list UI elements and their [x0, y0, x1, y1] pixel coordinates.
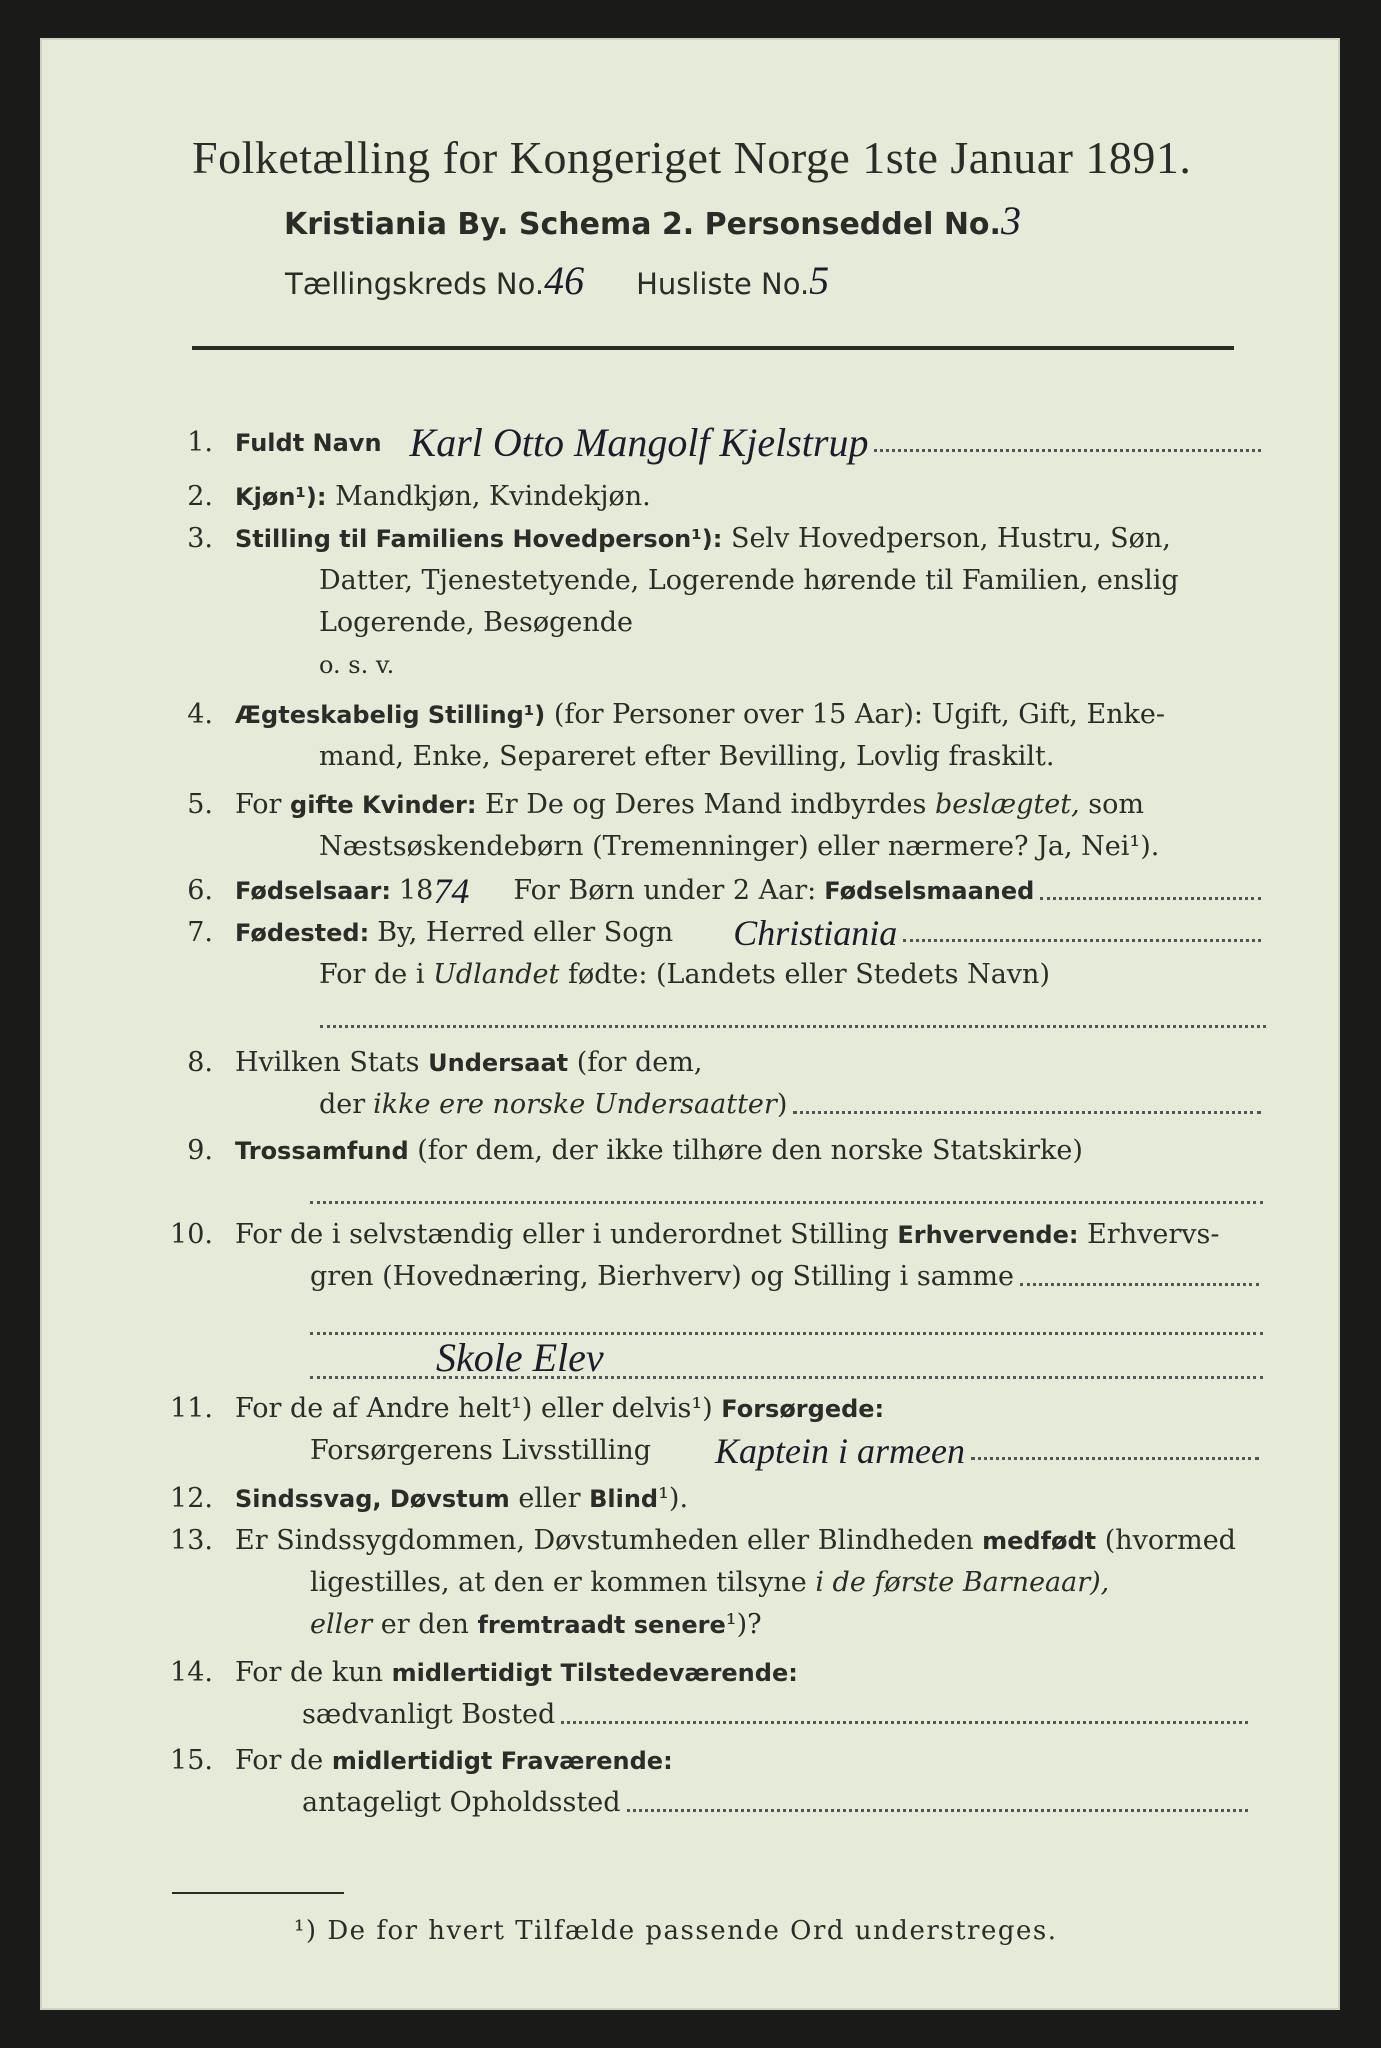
q14-number: 14.	[170, 1657, 213, 1688]
footnote-rule	[172, 1892, 344, 1894]
q5-number: 5.	[187, 789, 213, 820]
q8-number: 8.	[187, 1047, 213, 1078]
q11-text1b: helt¹) eller delvis¹)	[458, 1393, 713, 1424]
q11-label: Forsørgede:	[721, 1395, 885, 1423]
q15-label: midlertidigt Fraværende:	[331, 1747, 673, 1775]
q6-number: 6.	[187, 875, 213, 906]
q11-dots	[971, 1456, 1259, 1460]
q6-dots	[1040, 896, 1261, 900]
q2-number: 2.	[187, 481, 213, 512]
q4-line2: mand, Enke, Separeret efter Bevilling, Lovlig fraskilt.	[319, 741, 1055, 772]
q11-text1a: For de af Andre	[235, 1393, 450, 1424]
schema-label: Kristiania By. Schema 2. Personseddel No.	[284, 207, 1001, 242]
q12-number: 12.	[170, 1483, 213, 1514]
q10-text1: For de i selvstændig eller i underordnet Stilling	[235, 1219, 889, 1250]
q11-number: 11.	[170, 1393, 213, 1424]
q13-text1b: (hvormed	[1104, 1525, 1236, 1556]
q7-text2b: Udlandet	[433, 959, 560, 990]
q7-text2c: fødte: (Landets eller Stedets Navn)	[567, 959, 1050, 990]
q12-row	[155, 1482, 688, 1516]
q1-dots	[874, 448, 1261, 452]
q7-value: Christiania	[733, 913, 898, 953]
q3-line4: o. s. v.	[319, 651, 395, 679]
kreds-number: 46	[544, 258, 585, 303]
q10-number: 10.	[170, 1219, 213, 1250]
q10-value: Skole Elev	[436, 1335, 604, 1380]
q15-text2: antageligt Opholdssted	[302, 1787, 621, 1818]
q10-text1b: Erhvervs-	[1087, 1219, 1220, 1250]
form-title: Folketælling for Kongeriget Norge 1ste Januar 1891.	[192, 132, 1192, 183]
q13-line3	[310, 1608, 762, 1642]
q2-row	[155, 480, 651, 514]
q9-row	[155, 1134, 1083, 1168]
q7-number: 7.	[187, 917, 213, 948]
q3-label: Stilling til Familiens Hovedperson¹):	[235, 525, 723, 553]
q9-number: 9.	[187, 1135, 213, 1166]
q5-text1b: beslægtet,	[934, 789, 1080, 820]
q13-number: 13.	[170, 1525, 213, 1556]
q13-text2a: ligestilles, at den er kommen tilsyne	[310, 1567, 807, 1598]
q13-text3a: eller	[310, 1609, 373, 1640]
q14-dots	[561, 1720, 1248, 1724]
q7-row	[155, 913, 1265, 953]
q1-value: Karl Otto Mangolf Kjelstrup	[409, 420, 869, 465]
q8-text1b: (for dem,	[576, 1047, 703, 1078]
q6-text: For Børn under 2 Aar:	[513, 875, 817, 906]
q2-text: Mandkjøn, Kvindekjøn.	[335, 481, 651, 512]
q3-text1: Selv Hovedperson, Hustru, Søn,	[730, 523, 1171, 554]
q8-text1a: Hvilken Stats	[235, 1047, 420, 1078]
q14-text1a: For de kun	[235, 1657, 383, 1688]
footnote: ¹) De for hvert Tilfælde passende Ord understreges.	[294, 1916, 1058, 1946]
q8-dots	[793, 1110, 1261, 1114]
husliste-label: Husliste No.	[636, 267, 810, 301]
q8-label: Undersaat	[428, 1049, 569, 1077]
q3-row	[155, 522, 1171, 556]
header-rule	[192, 346, 1234, 350]
q13-text1a: Er Sindssygdommen, Døvstumheden eller Blindheden	[235, 1525, 974, 1556]
schema-line	[284, 198, 1021, 243]
q12-text2: ¹).	[658, 1483, 689, 1514]
q10-blank-line-2	[310, 1376, 1263, 1379]
q9-blank-line	[310, 1201, 1263, 1204]
q14-text2: sædvanligt Bosted	[302, 1699, 556, 1730]
q6-label: Fødselsaar:	[235, 877, 391, 905]
q9-label: Trossamfund	[235, 1137, 409, 1165]
q5-line2: Næstsøskendebørn (Tremenninger) eller nærmere? Ja, Nei¹).	[319, 831, 1160, 862]
q3-line2: Datter, Tjenestetyende, Logerende hørende til Familien, enslig	[319, 565, 1179, 596]
q11-row	[155, 1392, 884, 1426]
q1-label: Fuldt Navn	[235, 429, 382, 457]
husliste-number: 5	[809, 258, 830, 303]
q14-line2	[302, 1698, 1252, 1732]
q12-label: Sindssvag, Døvstum	[235, 1485, 510, 1513]
q7-blank-line	[320, 1025, 1266, 1028]
q5-text1c: som	[1088, 789, 1144, 820]
q7-line2	[319, 958, 1050, 992]
q6-row	[155, 871, 1265, 911]
q8-text2b: ikke ere norske Undersaatter	[373, 1089, 777, 1120]
q8-line2	[319, 1088, 1265, 1122]
q13-label: medfødt	[982, 1527, 1097, 1555]
q13-text3c: ¹)?	[725, 1609, 762, 1640]
q5-row	[155, 788, 1144, 822]
q4-row	[155, 698, 1165, 732]
q11-text2: Forsørgerens Livsstilling	[310, 1435, 652, 1466]
q8-text2a: der	[319, 1089, 366, 1120]
q7-text2a: For de i	[319, 959, 425, 990]
q13-row	[155, 1524, 1236, 1558]
q4-text1: (for Personer over 15 Aar): Ugift, Gift, Enke-	[553, 699, 1166, 730]
q12-label2: Blind	[589, 1485, 659, 1513]
q14-label: midlertidigt Tilstedeværende:	[391, 1659, 798, 1687]
q13-text2b: i de første Barneaar),	[815, 1567, 1110, 1598]
q7-text: By, Herred eller Sogn	[377, 917, 674, 948]
q13-text3b: er den	[380, 1609, 469, 1640]
q15-dots	[627, 1808, 1249, 1812]
q8-row	[155, 1046, 702, 1080]
q3-number: 3.	[187, 523, 213, 554]
kreds-line	[285, 258, 830, 303]
q1-row	[155, 420, 1265, 465]
q14-row	[155, 1656, 798, 1690]
q6-value: 74	[433, 871, 470, 911]
kreds-label: Tællingskreds No.	[285, 267, 545, 301]
q4-label: Ægteskabelig Stilling¹)	[235, 701, 546, 729]
q10-label: Erhvervende:	[897, 1221, 1079, 1249]
q5-label1: For	[235, 789, 282, 820]
q11-value: Kaptein i armeen	[715, 1431, 965, 1471]
q13-line2	[310, 1566, 1109, 1600]
q12-text: eller	[518, 1483, 581, 1514]
q7-dots	[903, 938, 1261, 942]
q13-label3: fremtraadt senere	[477, 1611, 726, 1639]
q5-text1: Er De og Deres Mand indbyrdes	[485, 789, 927, 820]
personseddel-number: 3	[1000, 198, 1021, 243]
q7-label: Fødested:	[235, 919, 370, 947]
q15-row	[155, 1744, 673, 1778]
q10-line2	[310, 1260, 1263, 1294]
q5-label2: gifte Kvinder:	[290, 791, 477, 819]
q6-prefix: 18	[399, 875, 434, 906]
q11-line2	[310, 1431, 1263, 1471]
q4-number: 4.	[187, 699, 213, 730]
q1-number: 1.	[187, 427, 213, 458]
q6-label2: Fødselsmaaned	[824, 877, 1035, 905]
q15-text1a: For de	[235, 1745, 324, 1776]
q9-text: (for dem, der ikke tilhøre den norske Statskirke)	[417, 1135, 1083, 1166]
q10-text2: gren (Hovednæring, Bierhverv) og Stilling i samme	[310, 1261, 1015, 1292]
q15-number: 15.	[170, 1745, 213, 1776]
q10-dots	[1020, 1282, 1259, 1286]
q3-line3: Logerende, Besøgende	[319, 607, 633, 638]
q8-text2c: )	[776, 1089, 788, 1120]
q2-label: Kjøn¹):	[235, 483, 327, 511]
q15-line2	[302, 1786, 1252, 1820]
q10-row	[155, 1218, 1219, 1252]
census-form	[40, 38, 1340, 2010]
